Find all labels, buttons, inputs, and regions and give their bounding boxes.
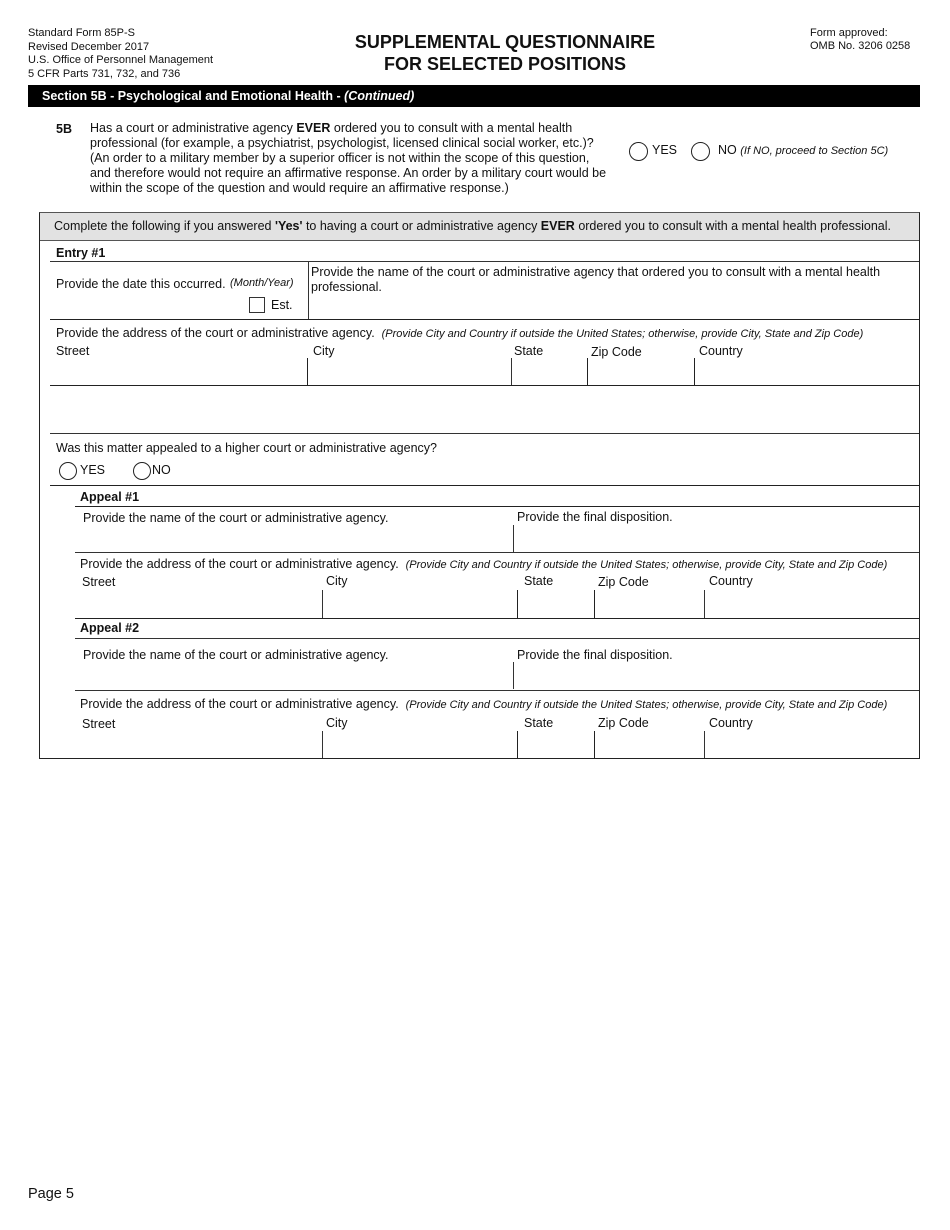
appeal-2-state-input[interactable] [520, 731, 592, 758]
divider [322, 590, 323, 618]
city-input[interactable] [310, 358, 509, 384]
question-text [90, 121, 615, 196]
page-number: Page 5 [28, 1186, 74, 1202]
date-label: Provide the date this occurred. [56, 277, 226, 291]
appealed-question: Was this matter appealed to a higher court or administrative agency? [56, 441, 437, 455]
form-revision: Revised December 2017 [28, 40, 150, 53]
appeal-1-country-input[interactable] [707, 590, 918, 617]
street-label: Street [56, 344, 90, 358]
appeal-1-zip-label: Zip Code [598, 575, 649, 589]
divider [694, 358, 695, 385]
appealed-no-radio[interactable] [133, 462, 151, 480]
appeal-2-city-label: City [326, 716, 348, 730]
appeal-2-country-input[interactable] [707, 731, 918, 758]
divider [75, 552, 919, 553]
divider [75, 690, 919, 691]
question-line: professional (for example, a psychiatrist, psychologist, licensed clinical social worker, etc.)? [90, 136, 594, 150]
question-yes-label: YES [652, 143, 678, 157]
court-name-label-line2: professional. [311, 280, 382, 294]
question-line: within the scope of the question and would require an affirmative response.) [90, 181, 509, 195]
question-number: 5B [56, 122, 72, 136]
state-label: State [514, 344, 544, 358]
instruction-banner: Complete the following if you answered 'Yes' to having a court or administrative agency EVER ordered you to consult with a mental health professional. [40, 213, 919, 241]
date-input[interactable] [52, 291, 304, 317]
appeal-2-zip-label: Zip Code [598, 716, 649, 730]
approval-line-1: Form approved: [810, 27, 888, 39]
divider [704, 590, 705, 618]
divider [75, 638, 919, 639]
divider [39, 758, 920, 759]
page-title [300, 31, 710, 75]
divider [50, 319, 919, 320]
appeal-2-disposition-label: Provide the final disposition. [517, 648, 673, 662]
divider [517, 590, 518, 618]
divider [517, 731, 518, 759]
appeal-2-state-label: State [524, 716, 554, 730]
question-no-note: (If NO, proceed to Section 5C) [740, 145, 889, 157]
court-name-input[interactable] [311, 295, 917, 317]
section-label: Section 5B - Psychological and Emotional Health - [42, 89, 345, 103]
appeal-1-name-label: Provide the name of the court or administrative agency. [83, 511, 389, 525]
divider [513, 525, 514, 552]
appealed-yes-radio[interactable] [59, 462, 77, 480]
appealed-yes-label: YES [80, 463, 106, 477]
appeal-1-name-input[interactable] [78, 526, 510, 551]
divider [50, 485, 919, 486]
question-no-label: NO (If NO, proceed to Section 5C) [718, 143, 889, 157]
title-line-2: FOR SELECTED POSITIONS [383, 54, 627, 74]
appeal-2-name-label: Provide the name of the court or administrative agency. [83, 648, 389, 662]
question-line: (An order to a military member by a superior officer is not within the scope of this question, [90, 151, 590, 165]
date-hint: (Month/Year) [230, 277, 294, 289]
question-line: and therefore would not require an affirmative response. An order by a military court would be [90, 166, 607, 180]
divider [307, 358, 308, 385]
appeal-1-street-input[interactable] [78, 590, 320, 617]
zip-input[interactable] [590, 358, 692, 384]
state-input[interactable] [514, 358, 585, 384]
divider [322, 731, 323, 759]
divider [50, 261, 919, 262]
question-line: Has a court or administrative agency EVER ordered you to consult with a mental health [90, 121, 573, 135]
address-label: Provide the address of the court or administrative agency. (Provide City and Country if outside the United States; otherwise, provide City, State and Zip Code) [56, 326, 864, 340]
divider [75, 506, 919, 507]
divider [50, 433, 919, 434]
divider [594, 731, 595, 759]
appeal-1-city-label: City [326, 574, 348, 588]
appeal-1-street-label: Street [82, 575, 116, 589]
country-input[interactable] [697, 358, 918, 384]
appeal-2-city-input[interactable] [325, 731, 515, 758]
omb-number: OMB No. 3206 0258 [810, 40, 911, 52]
divider [50, 385, 919, 386]
form-identification [28, 27, 213, 81]
form-agency: U.S. Office of Personnel Management [28, 54, 214, 66]
address-hint: (Provide City and Country if outside the United States; otherwise, provide City, State and Zip Code) [381, 328, 864, 340]
question-yes-radio[interactable] [629, 142, 648, 161]
appeal-1-title: Appeal #1 [80, 490, 140, 504]
appeal-1-city-input[interactable] [325, 590, 515, 617]
estimated-label: Est. [271, 298, 293, 312]
appeal-2-title: Appeal #2 [80, 621, 140, 635]
form-number: Standard Form 85P-S [28, 27, 135, 39]
appeal-2-name-input[interactable] [78, 663, 510, 688]
zip-label: Zip Code [591, 345, 642, 359]
divider [308, 262, 309, 319]
country-label: Country [699, 344, 743, 358]
divider [513, 662, 514, 689]
appeal-2-country-label: Country [709, 716, 753, 730]
appeal-2-address-label: Provide the address of the court or administrative agency. (Provide City and Country if outside the United States; otherwise, provide City, State and Zip Code) [80, 697, 888, 711]
divider [587, 358, 588, 385]
appeal-1-state-input[interactable] [520, 590, 592, 617]
appeal-1-address-label: Provide the address of the court or administrative agency. (Provide City and Country if outside the United States; otherwise, provide City, State and Zip Code) [80, 557, 888, 571]
appeal-1-disposition-label: Provide the final disposition. [517, 510, 673, 524]
form-approval [810, 27, 910, 53]
appeal-2-address-hint: (Provide City and Country if outside the United States; otherwise, provide City, State and Zip Code) [405, 699, 888, 711]
appeal-2-street-input[interactable] [78, 731, 320, 758]
form-cfr: 5 CFR Parts 731, 732, and 736 [28, 67, 181, 80]
street-input[interactable] [52, 358, 305, 384]
entry-title: Entry #1 [56, 246, 106, 260]
court-name-label-line1: Provide the name of the court or administrative agency that ordered you to consult with a mental health [311, 265, 881, 279]
appeal-1-zip-input[interactable] [597, 590, 702, 617]
divider [594, 590, 595, 618]
estimated-checkbox[interactable] [249, 297, 265, 313]
appeal-2-street-label: Street [82, 717, 116, 731]
section-header [28, 85, 920, 107]
title-line-1: SUPPLEMENTAL QUESTIONNAIRE [354, 32, 656, 52]
divider [704, 731, 705, 759]
appeal-1-country-label: Country [709, 574, 753, 588]
appeal-1-state-label: State [524, 574, 554, 588]
appeal-2-zip-input[interactable] [597, 731, 702, 758]
appeal-1-disposition-input[interactable] [516, 526, 918, 551]
question-no-radio[interactable] [691, 142, 710, 161]
divider [511, 358, 512, 385]
city-label: City [313, 344, 335, 358]
appeal-2-disposition-input[interactable] [516, 663, 918, 688]
appeal-1-address-hint: (Provide City and Country if outside the United States; otherwise, provide City, State and Zip Code) [405, 559, 888, 571]
section-continued: (Continued) [344, 89, 415, 103]
appealed-no-label: NO [152, 463, 171, 477]
divider [75, 618, 919, 619]
